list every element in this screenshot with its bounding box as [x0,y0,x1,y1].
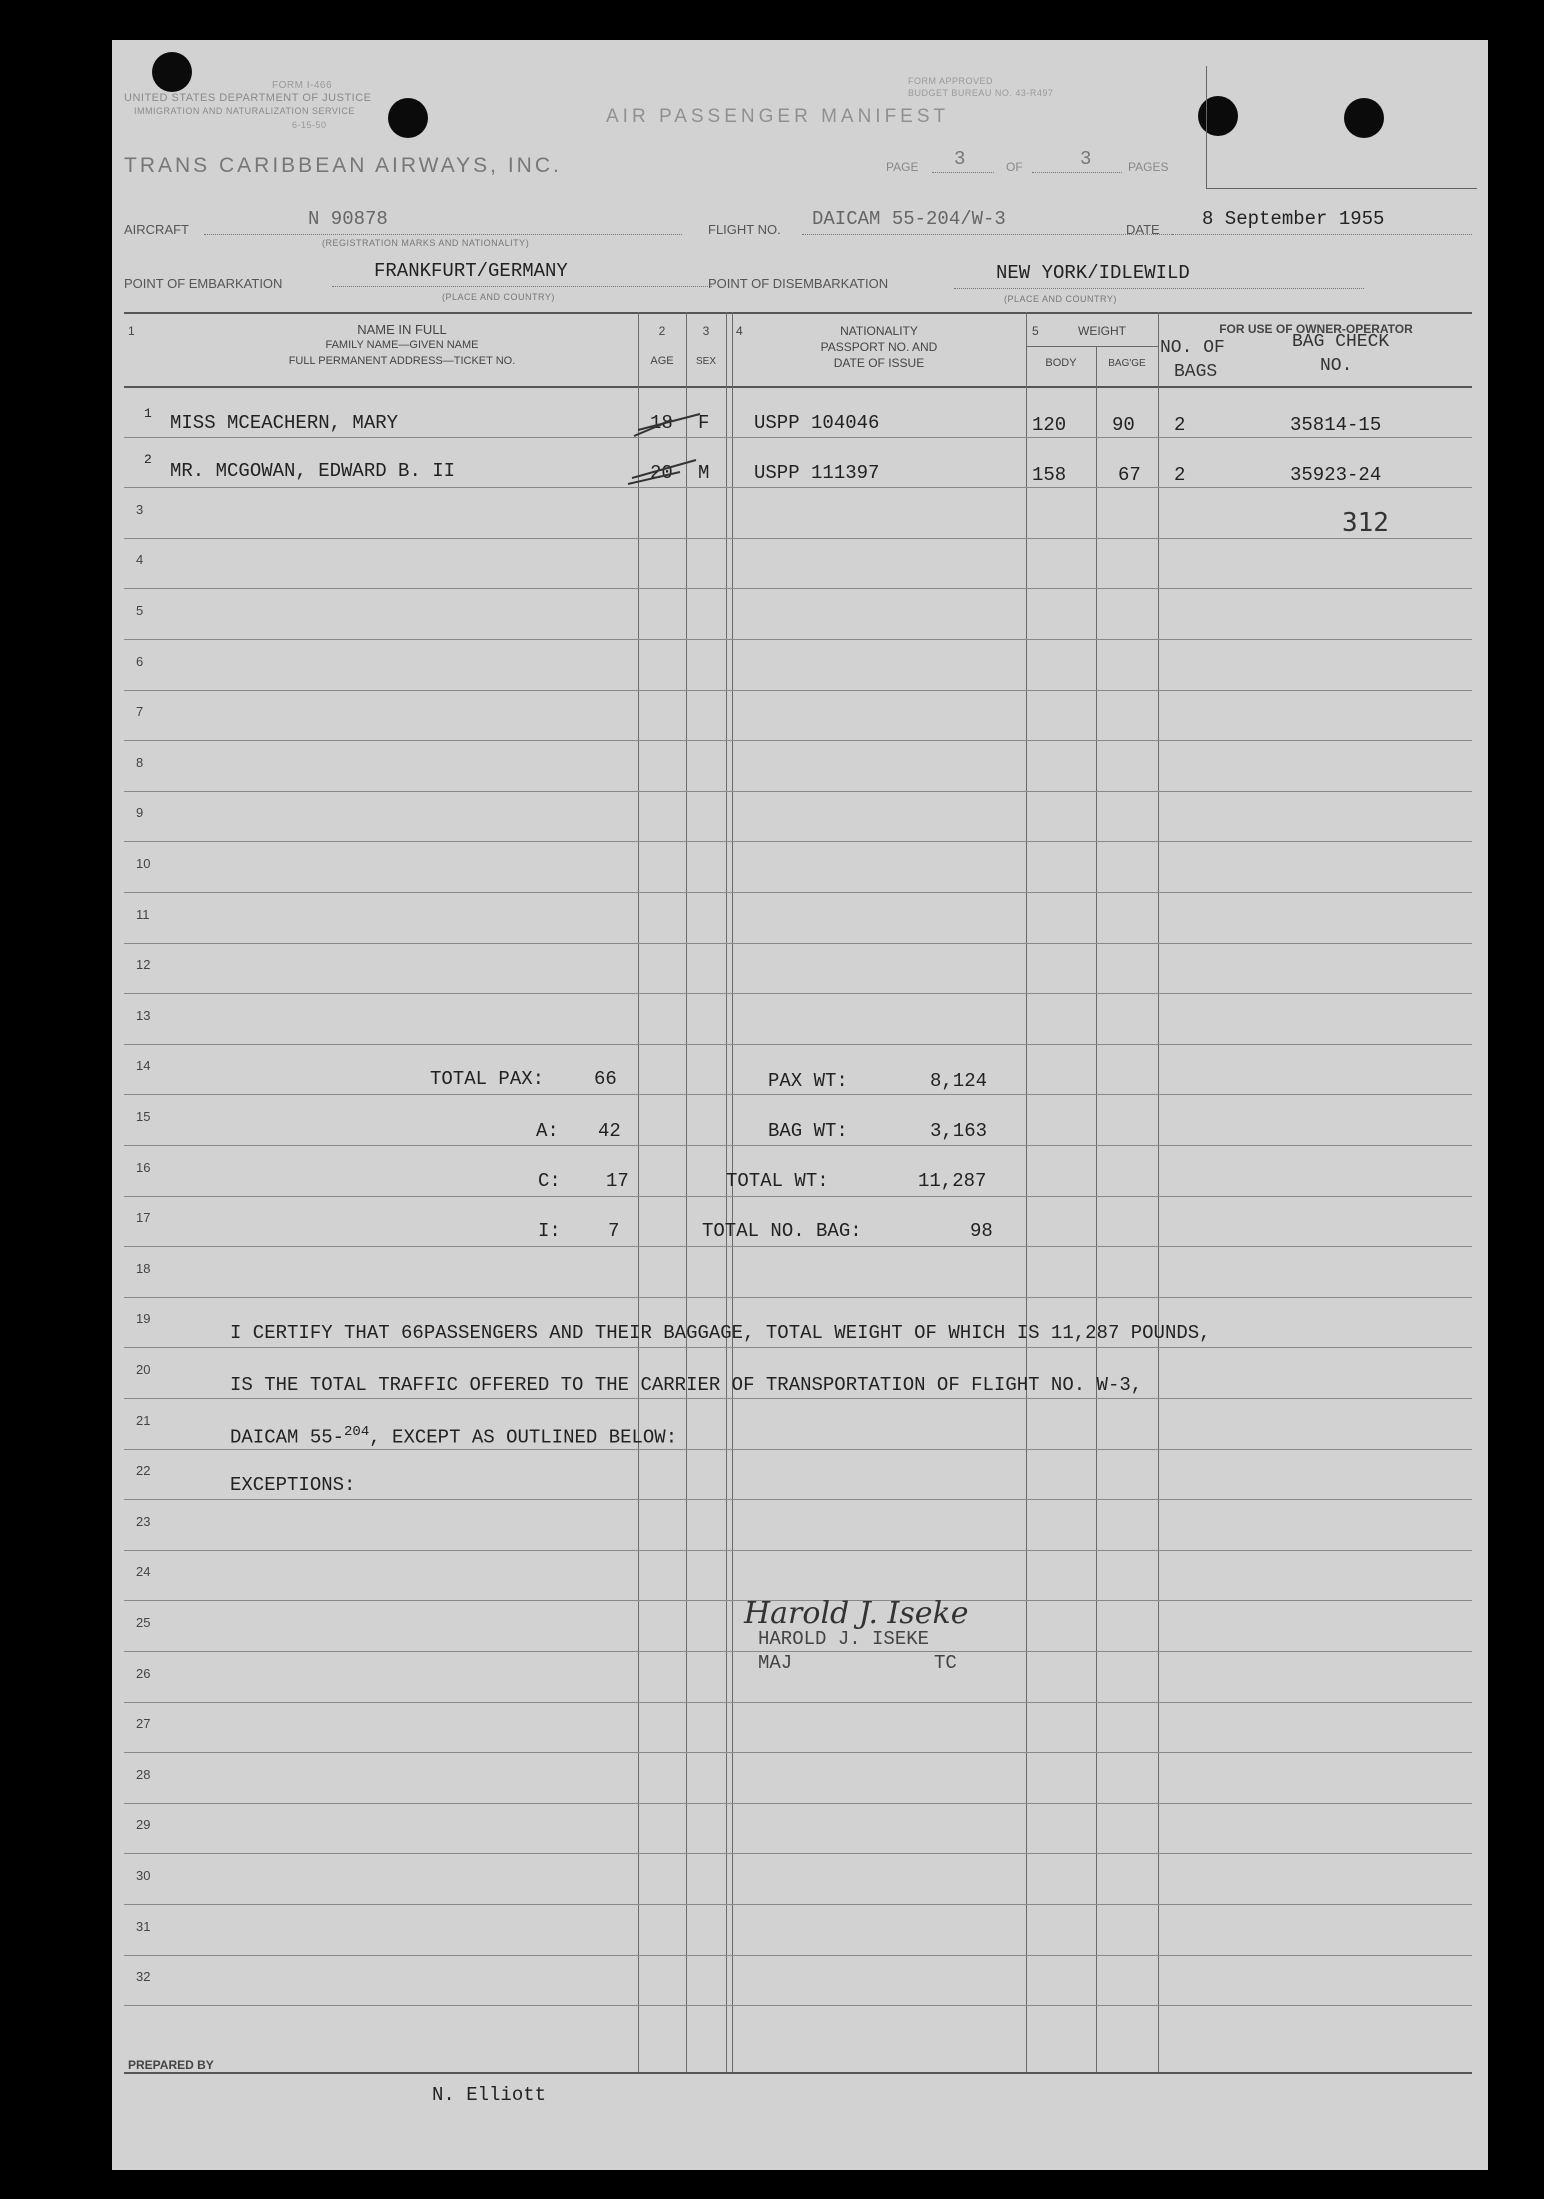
signature-name: HAROLD J. ISEKE [758,1628,930,1650]
certification-line-3-suffix: , EXCEPT AS OUTLINED BELOW: [369,1426,678,1449]
check-no-header: NO. [1320,356,1353,376]
pages-label: PAGES [1128,160,1169,174]
check-marks [612,380,732,520]
prepared-by-value: N. Elliott [432,2084,547,2106]
row-number: 11 [136,906,150,922]
certification-line-3 [230,1424,677,1448]
row-line [124,1145,1472,1146]
row-line [124,1449,1472,1450]
weight-header: WEIGHT [1078,324,1126,338]
col-divider-age [638,312,639,2072]
signature-rank: MAJ [758,1652,793,1674]
passenger-1-baggage: 90 [1112,414,1135,436]
certification-line-3-prefix: DAICAM 55- [230,1426,345,1449]
passenger-1-body: 120 [1032,414,1067,436]
bag-check-header: BAG CHECK [1292,332,1390,352]
signature-script: Harold J. Iseke [744,1596,969,1631]
passenger-2-baggage: 67 [1118,464,1141,486]
date-label: DATE [1126,222,1160,237]
i-label: I: [538,1220,561,1242]
row-line [124,1398,1472,1399]
row-line [124,1044,1472,1045]
c-label: C: [538,1170,561,1192]
c-value: 17 [606,1170,629,1192]
carrier-name: TRANS CARIBBEAN AIRWAYS, INC. [124,154,562,177]
embarkation-label: POINT OF EMBARKATION [124,276,283,291]
row-number: 12 [136,957,151,973]
passenger-2-bags: 2 [1174,464,1186,486]
passenger-2-bag-check: 35923-24 [1290,464,1382,486]
flight-label: FLIGHT NO. [708,222,781,237]
bagge-header: BAG'GE [1108,358,1146,369]
row-line [124,690,1472,691]
page-number: 3 [954,148,966,170]
row-line [124,1499,1472,1500]
aircraft-value: N 90878 [308,208,388,230]
passenger-1-bag-check: 35814-15 [1290,414,1382,436]
row-line [124,2005,1472,2006]
row-number: 4 [136,552,144,568]
row-number: 19 [136,1311,151,1327]
disembarkation-note: (PLACE AND COUNTRY) [1004,294,1117,304]
aircraft-line [204,234,682,235]
form-date: 6-15-50 [292,120,327,130]
row-line [124,993,1472,994]
row-number: 32 [136,1969,151,1985]
row-line [124,588,1472,589]
certification-line-2: IS THE TOTAL TRAFFIC OFFERED TO THE CARRIER OF TRANSPORTATION OF FLIGHT NO. W-3, [230,1374,1143,1396]
passenger-1-sex: F [698,412,710,434]
prepared-by-label: PREPARED BY [128,2058,214,2072]
certification-line-3-super: 204 [344,1424,370,1440]
approval-line-2: BUDGET BUREAU NO. 43-R497 [908,88,1054,98]
row-number: 6 [136,653,144,669]
passenger-2-body: 158 [1032,464,1067,486]
approval-line-1: FORM APPROVED [908,76,994,86]
of-label: OF [1006,160,1023,174]
row-line [124,1196,1472,1197]
name-header-1: NAME IN FULL [357,322,447,337]
row-line [124,791,1472,792]
owner-use-header: FOR USE OF OWNER-OPERATOR [1219,322,1413,336]
pax-wt-label: PAX WT: [768,1070,848,1092]
name-header-3: FULL PERMANENT ADDRESS—TICKET NO. [288,355,516,367]
bags-header: BAGS [1174,362,1218,382]
disembarkation-line [954,288,1364,289]
total-pax-label: TOTAL PAX: [430,1068,545,1090]
agency-line-2: IMMIGRATION AND NATURALIZATION SERVICE [134,106,355,116]
certification-line-1: I CERTIFY THAT 66PASSENGERS AND THEIR BAGGAGE, TOTAL WEIGHT OF WHICH IS 11,287 POUNDS, [230,1322,1211,1344]
punch-hole-left-2 [388,98,428,138]
col2-number: 2 [658,324,666,338]
row-number: 18 [136,1260,151,1276]
a-value: 42 [598,1120,621,1142]
i-value: 7 [608,1220,620,1242]
agency-line-1: UNITED STATES DEPARTMENT OF JUSTICE [124,92,372,104]
total-bags-label: TOTAL NO. BAG: [702,1220,862,1242]
row-number: 31 [136,1918,151,1934]
row-number: 27 [136,1716,151,1732]
row-number: 25 [136,1615,151,1630]
nat-header-3: DATE OF ISSUE [833,356,925,370]
row-line [124,1651,1472,1652]
form-title: AIR PASSENGER MANIFEST [606,106,950,127]
aircraft-note: (REGISTRATION MARKS AND NATIONALITY) [322,238,530,248]
passenger-2-num: 2 [144,452,152,467]
row-number: 21 [136,1412,151,1428]
col4-number: 4 [736,324,743,338]
col-divider-owner [1158,312,1159,2072]
passenger-2-passport: USPP 111397 [754,462,880,484]
row-line [124,740,1472,741]
row-number: 3 [136,501,144,517]
row-number: 15 [136,1109,151,1124]
row-number: 9 [136,805,144,821]
row-number: 24 [136,1564,151,1580]
passenger-2-name: MR. MCGOWAN, EDWARD B. II [170,460,456,482]
passenger-1-passport: USPP 104046 [754,412,880,434]
passenger-2-age: 20 [650,462,673,484]
row-line [124,538,1472,539]
total-wt-label: TOTAL WT: [726,1170,829,1192]
sex-header: SEX [695,356,716,367]
row-line [124,1904,1472,1905]
row-line [124,1702,1472,1703]
row-number: 30 [136,1868,151,1883]
weight-number: 5 [1032,324,1039,338]
bag-wt-value: 3,163 [930,1120,988,1142]
bag-wt-label: BAG WT: [768,1120,848,1142]
row-number: 16 [136,1159,151,1175]
row-number: 17 [136,1210,151,1226]
passenger-1-bags: 2 [1174,414,1186,436]
row-line [124,841,1472,842]
weight-subheader-line [1026,346,1158,347]
row-line [124,1094,1472,1095]
row-line [124,1246,1472,1247]
row-number: 20 [136,1362,151,1377]
check-mark-2 [628,460,696,484]
page-number-line [932,172,994,173]
row-line [124,943,1472,944]
row-line [124,892,1472,893]
aircraft-label: AIRCRAFT [124,222,189,237]
total-bags-value: 98 [970,1220,993,1242]
embarkation-line [332,286,712,287]
body-header: BODY [1045,357,1077,369]
disembarkation-value: NEW YORK/IDLEWILD [996,262,1190,284]
embarkation-value: FRANKFURT/GERMANY [374,260,568,282]
name-header-2: FAMILY NAME—GIVEN NAME [325,339,479,351]
row-number: 7 [136,704,144,720]
date-line [1172,234,1472,235]
check-mark-1 [634,414,700,436]
row-line [124,487,1472,488]
flight-value: DAICAM 55-204/W-3 [812,208,1006,230]
punch-hole-left-1 [152,52,192,92]
disembarkation-label: POINT OF DISEMBARKATION [708,276,889,291]
page-label: PAGE [886,160,919,174]
embarkation-note: (PLACE AND COUNTRY) [442,292,555,302]
manifest-page [112,40,1488,2170]
page-total: 3 [1080,148,1092,170]
owner-box [1206,66,1477,189]
col-divider-bagge [1096,346,1097,2072]
total-pax-value: 66 [594,1068,617,1090]
passenger-1-name: MISS MCEACHERN, MARY [170,412,399,434]
row-line [124,1347,1472,1348]
col-divider-nat [726,312,727,2072]
passenger-2-sex: M [698,462,710,484]
row-line [124,1550,1472,1551]
row-number: 23 [136,1513,151,1529]
col-divider-body [1026,312,1027,2072]
page-total-line [1032,172,1122,173]
row-line [124,1752,1472,1753]
passenger-1-age: 18 [650,412,673,434]
row-line [124,437,1472,438]
row-number: 26 [136,1665,151,1681]
row-line [124,1955,1472,1956]
handwritten-count: 312 [1342,508,1389,538]
total-wt-value: 11,287 [918,1170,987,1192]
col-divider-nat-b [732,312,733,2072]
row-number: 22 [136,1463,151,1479]
col3-number: 3 [702,324,710,338]
row-number: 29 [136,1817,151,1833]
row-line [124,639,1472,640]
a-label: A: [536,1120,559,1142]
pax-wt-value: 8,124 [930,1070,988,1092]
row-number: 28 [136,1766,151,1782]
passenger-1-num: 1 [144,406,152,421]
row-number: 5 [136,603,144,618]
col-divider-sex [686,312,687,2072]
nat-header-1: NATIONALITY [840,324,918,338]
nat-header-2: PASSPORT NO. AND [820,340,938,354]
row-line [124,1297,1472,1298]
form-number: FORM I-466 [272,80,333,91]
row-number: 8 [136,754,144,770]
row-number: 10 [136,856,151,871]
row-line [124,1853,1472,1854]
table-bottom-border [124,2072,1472,2074]
no-of-header: NO. OF [1160,338,1225,358]
age-header: AGE [650,355,674,367]
col1-number: 1 [128,324,135,338]
flight-line [802,234,1178,235]
row-number: 13 [136,1007,151,1023]
row-line [124,1803,1472,1804]
table-header-border [124,386,1472,388]
exceptions-label: EXCEPTIONS: [230,1474,356,1496]
row-number: 14 [136,1058,151,1074]
date-value: 8 September 1955 [1202,208,1385,230]
signature-branch: TC [934,1652,957,1674]
table-top-border [124,312,1472,314]
